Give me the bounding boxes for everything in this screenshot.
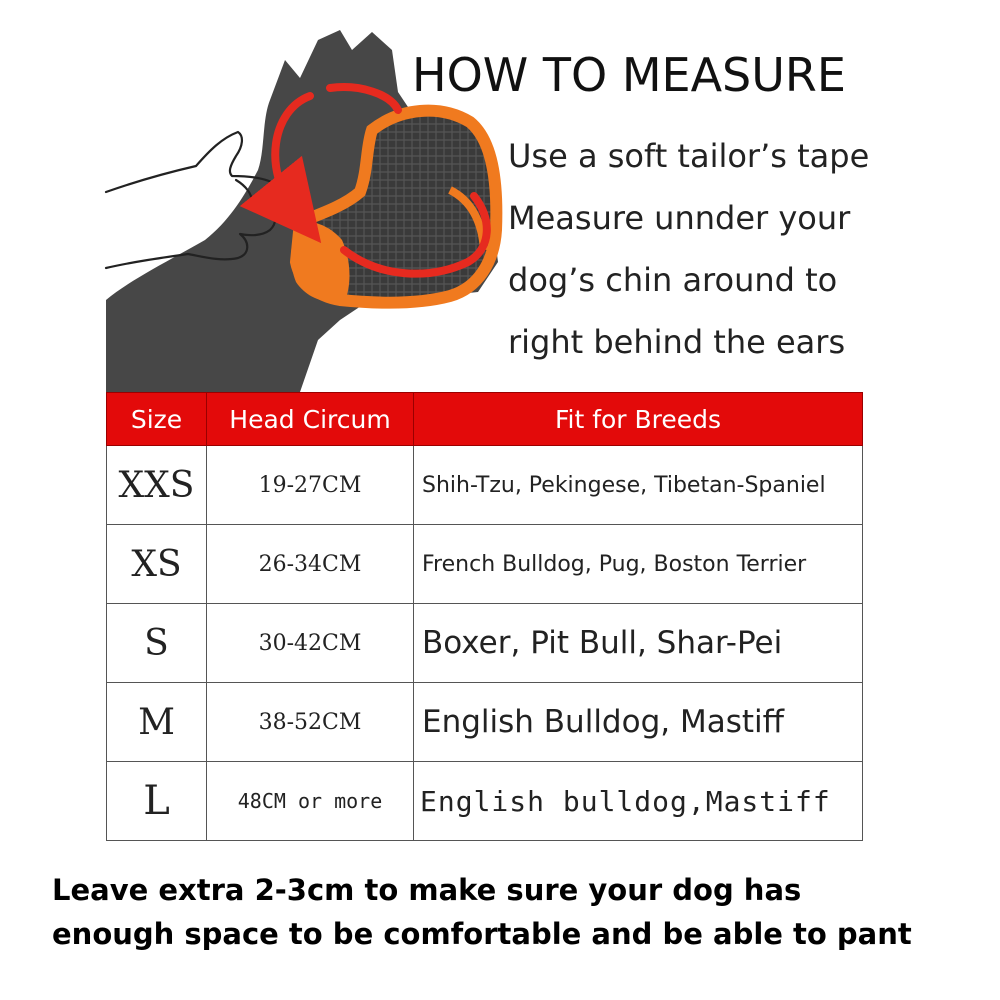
breeds-cell: English bulldog,Mastiff xyxy=(414,762,863,841)
breeds-cell: English Bulldog, Mastiff xyxy=(414,683,863,762)
size-cell: XS xyxy=(107,525,207,604)
instruction-line: Use a soft tailor’s tape xyxy=(508,137,870,175)
size-cell: L xyxy=(107,762,207,841)
instruction-line: right behind the ears xyxy=(508,323,846,361)
circum-cell: 26-34CM xyxy=(207,525,414,604)
instruction-line: Measure unnder your xyxy=(508,199,851,237)
sizing-note xyxy=(52,868,982,956)
table-row xyxy=(107,683,863,762)
table-row xyxy=(107,604,863,683)
instruction-line: dog’s chin around to xyxy=(508,261,838,299)
table-row xyxy=(107,762,863,841)
header-size: Size xyxy=(107,393,207,446)
note-line: enough space to be comfortable and be able to pant xyxy=(52,917,912,951)
table-row xyxy=(107,525,863,604)
header-fit-for-breeds: Fit for Breeds xyxy=(414,393,863,446)
circum-cell: 48CM or more xyxy=(207,762,414,841)
breeds-cell: Shih-Tzu, Pekingese, Tibetan-Spaniel xyxy=(414,446,863,525)
size-cell: M xyxy=(107,683,207,762)
size-cell: S xyxy=(107,604,207,683)
header-head-circum: Head Circum xyxy=(207,393,414,446)
measure-instructions xyxy=(508,132,988,380)
circum-cell: 30-42CM xyxy=(207,604,414,683)
size-cell: XXS xyxy=(107,446,207,525)
table-row xyxy=(107,446,863,525)
breeds-cell: French Bulldog, Pug, Boston Terrier xyxy=(414,525,863,604)
table-header-row xyxy=(107,393,863,446)
page-title: HOW TO MEASURE xyxy=(412,48,846,102)
note-line: Leave extra 2-3cm to make sure your dog has xyxy=(52,873,802,907)
breeds-cell: Boxer, Pit Bull, Shar-Pei xyxy=(414,604,863,683)
circum-cell: 19-27CM xyxy=(207,446,414,525)
circum-cell: 38-52CM xyxy=(207,683,414,762)
size-chart-table xyxy=(106,392,863,841)
